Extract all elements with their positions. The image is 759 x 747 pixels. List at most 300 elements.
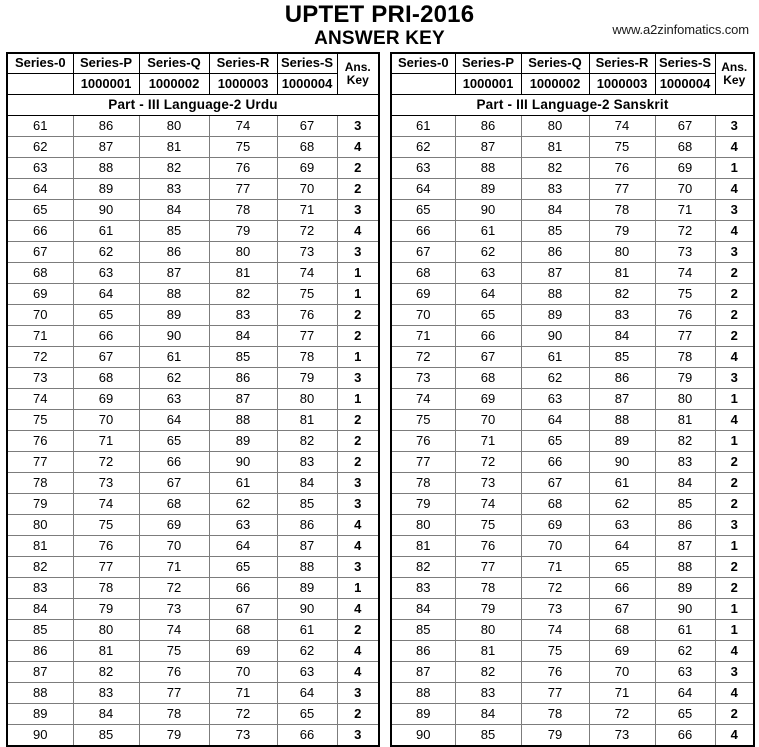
answer-cell: 3 bbox=[337, 115, 379, 136]
series-question-cell: 74 bbox=[139, 619, 209, 640]
series-question-cell: 89 bbox=[73, 178, 139, 199]
booklet-code-1000001: 1000001 bbox=[455, 73, 521, 94]
series-question-cell: 88 bbox=[139, 283, 209, 304]
series-question-cell: 81 bbox=[277, 409, 337, 430]
series-question-cell: 86 bbox=[589, 367, 655, 388]
series-question-cell: 85 bbox=[73, 724, 139, 746]
series-question-cell: 88 bbox=[209, 409, 277, 430]
series-question-cell: 89 bbox=[655, 577, 715, 598]
table-row bbox=[7, 262, 379, 283]
series-question-cell: 82 bbox=[521, 157, 589, 178]
table-row bbox=[391, 199, 754, 220]
answer-cell: 2 bbox=[715, 703, 754, 724]
series-question-cell: 70 bbox=[655, 178, 715, 199]
question-no-cell: 75 bbox=[7, 409, 73, 430]
series-question-cell: 64 bbox=[73, 283, 139, 304]
series-question-cell: 90 bbox=[589, 451, 655, 472]
table-row bbox=[7, 472, 379, 493]
question-no-cell: 76 bbox=[391, 430, 455, 451]
series-question-cell: 78 bbox=[277, 346, 337, 367]
booklet-code-empty bbox=[391, 73, 455, 94]
booklet-code-1000003: 1000003 bbox=[209, 73, 277, 94]
series-question-cell: 80 bbox=[455, 619, 521, 640]
answer-cell: 2 bbox=[715, 283, 754, 304]
table-row bbox=[391, 220, 754, 241]
series-question-cell: 85 bbox=[209, 346, 277, 367]
answer-cell: 2 bbox=[715, 262, 754, 283]
table-row bbox=[7, 724, 379, 746]
question-no-cell: 86 bbox=[391, 640, 455, 661]
table-row bbox=[391, 535, 754, 556]
question-no-cell: 88 bbox=[391, 682, 455, 703]
answer-table-panel-urdu bbox=[6, 52, 378, 747]
page-subtitle: ANSWER KEY bbox=[314, 28, 445, 49]
series-question-cell: 86 bbox=[455, 115, 521, 136]
table-row bbox=[391, 556, 754, 577]
answer-cell: 3 bbox=[337, 367, 379, 388]
series-question-cell: 63 bbox=[277, 661, 337, 682]
question-no-cell: 84 bbox=[391, 598, 455, 619]
series-question-cell: 67 bbox=[589, 598, 655, 619]
series-question-cell: 70 bbox=[73, 409, 139, 430]
answer-table-panel-sanskrit bbox=[390, 52, 753, 747]
series-question-cell: 74 bbox=[589, 115, 655, 136]
series-question-cell: 62 bbox=[521, 367, 589, 388]
series-question-cell: 90 bbox=[521, 325, 589, 346]
answer-cell: 4 bbox=[715, 409, 754, 430]
question-no-cell: 72 bbox=[391, 346, 455, 367]
series-question-cell: 90 bbox=[655, 598, 715, 619]
question-no-cell: 63 bbox=[7, 157, 73, 178]
series-question-cell: 66 bbox=[655, 724, 715, 746]
table-row bbox=[7, 451, 379, 472]
answer-cell: 1 bbox=[715, 157, 754, 178]
series-question-cell: 69 bbox=[589, 640, 655, 661]
table-row bbox=[7, 367, 379, 388]
series-question-cell: 90 bbox=[139, 325, 209, 346]
series-question-cell: 71 bbox=[589, 682, 655, 703]
series-question-cell: 62 bbox=[139, 367, 209, 388]
question-no-cell: 77 bbox=[391, 451, 455, 472]
part-label-row bbox=[391, 94, 754, 115]
answer-cell: 4 bbox=[337, 640, 379, 661]
question-no-cell: 83 bbox=[7, 577, 73, 598]
series-question-cell: 81 bbox=[139, 136, 209, 157]
question-no-cell: 90 bbox=[391, 724, 455, 746]
series-question-cell: 80 bbox=[139, 115, 209, 136]
series-question-cell: 79 bbox=[209, 220, 277, 241]
series-question-cell: 74 bbox=[655, 262, 715, 283]
series-question-cell: 77 bbox=[209, 178, 277, 199]
table-row bbox=[7, 493, 379, 514]
series-question-cell: 68 bbox=[277, 136, 337, 157]
series-question-cell: 75 bbox=[209, 136, 277, 157]
series-question-cell: 79 bbox=[455, 598, 521, 619]
series-question-cell: 68 bbox=[139, 493, 209, 514]
series-question-cell: 72 bbox=[277, 220, 337, 241]
series-question-cell: 72 bbox=[139, 577, 209, 598]
answer-cell: 2 bbox=[337, 619, 379, 640]
question-no-cell: 68 bbox=[7, 262, 73, 283]
series-question-cell: 84 bbox=[455, 703, 521, 724]
answer-cell: 4 bbox=[715, 682, 754, 703]
table-row bbox=[391, 493, 754, 514]
series-question-cell: 84 bbox=[73, 703, 139, 724]
series-question-cell: 65 bbox=[277, 703, 337, 724]
series-question-cell: 65 bbox=[589, 556, 655, 577]
question-no-cell: 66 bbox=[7, 220, 73, 241]
series-question-cell: 83 bbox=[521, 178, 589, 199]
series-question-cell: 77 bbox=[655, 325, 715, 346]
answer-cell: 4 bbox=[715, 640, 754, 661]
series-question-cell: 71 bbox=[521, 556, 589, 577]
series-question-cell: 83 bbox=[209, 304, 277, 325]
series-question-cell: 71 bbox=[655, 199, 715, 220]
answer-cell: 1 bbox=[715, 535, 754, 556]
series-question-cell: 71 bbox=[139, 556, 209, 577]
series-question-cell: 73 bbox=[139, 598, 209, 619]
table-row bbox=[7, 136, 379, 157]
series-question-cell: 87 bbox=[73, 136, 139, 157]
series-question-cell: 69 bbox=[277, 157, 337, 178]
series-question-cell: 64 bbox=[209, 535, 277, 556]
series-question-cell: 82 bbox=[139, 157, 209, 178]
column-header-series-r: Series-R bbox=[589, 53, 655, 73]
series-question-cell: 69 bbox=[455, 388, 521, 409]
answer-cell: 2 bbox=[337, 430, 379, 451]
series-question-cell: 61 bbox=[589, 472, 655, 493]
series-question-cell: 61 bbox=[209, 472, 277, 493]
answer-cell: 1 bbox=[715, 619, 754, 640]
series-question-cell: 87 bbox=[589, 388, 655, 409]
answer-cell: 4 bbox=[715, 220, 754, 241]
question-no-cell: 74 bbox=[7, 388, 73, 409]
question-no-cell: 71 bbox=[7, 325, 73, 346]
table-row bbox=[391, 409, 754, 430]
series-question-cell: 63 bbox=[73, 262, 139, 283]
series-question-cell: 89 bbox=[277, 577, 337, 598]
answer-cell: 2 bbox=[337, 451, 379, 472]
question-no-cell: 84 bbox=[7, 598, 73, 619]
series-question-cell: 73 bbox=[455, 472, 521, 493]
series-question-cell: 80 bbox=[73, 619, 139, 640]
series-question-cell: 61 bbox=[139, 346, 209, 367]
series-question-cell: 86 bbox=[139, 241, 209, 262]
series-question-cell: 83 bbox=[73, 682, 139, 703]
answer-cell: 1 bbox=[715, 388, 754, 409]
series-question-cell: 65 bbox=[209, 556, 277, 577]
series-question-cell: 87 bbox=[455, 136, 521, 157]
answer-cell: 3 bbox=[337, 199, 379, 220]
series-question-cell: 64 bbox=[455, 283, 521, 304]
table-row bbox=[391, 514, 754, 535]
answer-cell: 4 bbox=[715, 136, 754, 157]
series-question-cell: 65 bbox=[455, 304, 521, 325]
series-question-cell: 88 bbox=[455, 157, 521, 178]
page-header bbox=[0, 0, 759, 50]
answer-cell: 2 bbox=[715, 493, 754, 514]
series-question-cell: 70 bbox=[277, 178, 337, 199]
series-question-cell: 78 bbox=[589, 199, 655, 220]
table-row bbox=[7, 115, 379, 136]
series-question-cell: 76 bbox=[521, 661, 589, 682]
series-question-cell: 78 bbox=[521, 703, 589, 724]
series-question-cell: 68 bbox=[73, 367, 139, 388]
series-question-cell: 76 bbox=[73, 535, 139, 556]
series-question-cell: 70 bbox=[521, 535, 589, 556]
question-no-cell: 62 bbox=[391, 136, 455, 157]
answer-cell: 2 bbox=[715, 325, 754, 346]
series-question-cell: 73 bbox=[277, 241, 337, 262]
series-question-cell: 82 bbox=[209, 283, 277, 304]
column-header-series-p: Series-P bbox=[455, 53, 521, 73]
series-question-cell: 75 bbox=[655, 283, 715, 304]
booklet-code-1000004: 1000004 bbox=[277, 73, 337, 94]
series-question-cell: 74 bbox=[73, 493, 139, 514]
series-question-cell: 71 bbox=[455, 430, 521, 451]
question-no-cell: 77 bbox=[7, 451, 73, 472]
series-question-cell: 85 bbox=[521, 220, 589, 241]
series-question-cell: 68 bbox=[455, 367, 521, 388]
booklet-code-1000001: 1000001 bbox=[73, 73, 139, 94]
question-no-cell: 81 bbox=[391, 535, 455, 556]
answer-cell: 4 bbox=[715, 346, 754, 367]
column-header-series-r: Series-R bbox=[209, 53, 277, 73]
table-row bbox=[7, 409, 379, 430]
series-question-cell: 66 bbox=[139, 451, 209, 472]
series-question-cell: 66 bbox=[73, 325, 139, 346]
series-question-cell: 76 bbox=[589, 157, 655, 178]
question-no-cell: 82 bbox=[7, 556, 73, 577]
question-no-cell: 87 bbox=[391, 661, 455, 682]
series-question-cell: 82 bbox=[73, 661, 139, 682]
question-no-cell: 62 bbox=[7, 136, 73, 157]
booklet-code-1000003: 1000003 bbox=[589, 73, 655, 94]
series-question-cell: 62 bbox=[73, 241, 139, 262]
series-question-cell: 71 bbox=[73, 430, 139, 451]
question-no-cell: 79 bbox=[391, 493, 455, 514]
series-question-cell: 66 bbox=[455, 325, 521, 346]
answer-cell: 1 bbox=[715, 430, 754, 451]
series-question-cell: 75 bbox=[277, 283, 337, 304]
series-question-cell: 70 bbox=[139, 535, 209, 556]
series-question-cell: 86 bbox=[655, 514, 715, 535]
series-question-cell: 63 bbox=[139, 388, 209, 409]
table-row bbox=[391, 262, 754, 283]
answer-cell: 2 bbox=[715, 577, 754, 598]
question-no-cell: 81 bbox=[7, 535, 73, 556]
question-no-cell: 65 bbox=[7, 199, 73, 220]
question-no-cell: 61 bbox=[391, 115, 455, 136]
column-header-series-0: Series-0 bbox=[391, 53, 455, 73]
table-row bbox=[391, 241, 754, 262]
series-question-cell: 81 bbox=[73, 640, 139, 661]
series-question-cell: 79 bbox=[277, 367, 337, 388]
answer-cell: 3 bbox=[337, 472, 379, 493]
series-question-cell: 90 bbox=[277, 598, 337, 619]
answer-cell: 2 bbox=[337, 157, 379, 178]
part-label-row bbox=[7, 94, 379, 115]
series-question-cell: 62 bbox=[589, 493, 655, 514]
site-url-label: www.a2zinfomatics.com bbox=[612, 22, 749, 37]
table-row bbox=[391, 682, 754, 703]
column-header-series-0: Series-0 bbox=[7, 53, 73, 73]
series-question-cell: 77 bbox=[589, 178, 655, 199]
table-row bbox=[7, 241, 379, 262]
series-question-cell: 61 bbox=[521, 346, 589, 367]
series-question-cell: 62 bbox=[209, 493, 277, 514]
booklet-code-1000004: 1000004 bbox=[655, 73, 715, 94]
series-question-cell: 66 bbox=[277, 724, 337, 746]
question-no-cell: 89 bbox=[391, 703, 455, 724]
series-question-cell: 64 bbox=[655, 682, 715, 703]
question-no-cell: 70 bbox=[7, 304, 73, 325]
table-header-code-row bbox=[391, 73, 754, 94]
series-question-cell: 73 bbox=[209, 724, 277, 746]
series-question-cell: 90 bbox=[455, 199, 521, 220]
series-question-cell: 67 bbox=[277, 115, 337, 136]
series-question-cell: 84 bbox=[521, 199, 589, 220]
series-question-cell: 87 bbox=[209, 388, 277, 409]
answer-cell: 4 bbox=[715, 724, 754, 746]
series-question-cell: 76 bbox=[655, 304, 715, 325]
table-row bbox=[391, 283, 754, 304]
series-question-cell: 77 bbox=[521, 682, 589, 703]
series-question-cell: 79 bbox=[73, 598, 139, 619]
series-question-cell: 62 bbox=[455, 241, 521, 262]
series-question-cell: 69 bbox=[209, 640, 277, 661]
table-row bbox=[7, 178, 379, 199]
page-title: UPTET PRI-2016 bbox=[284, 1, 475, 28]
series-question-cell: 68 bbox=[589, 619, 655, 640]
series-question-cell: 78 bbox=[655, 346, 715, 367]
series-question-cell: 69 bbox=[521, 514, 589, 535]
table-row bbox=[391, 472, 754, 493]
series-question-cell: 64 bbox=[277, 682, 337, 703]
question-no-cell: 72 bbox=[7, 346, 73, 367]
table-row bbox=[7, 703, 379, 724]
booklet-code-empty bbox=[7, 73, 73, 94]
series-question-cell: 80 bbox=[209, 241, 277, 262]
table-row bbox=[391, 661, 754, 682]
series-question-cell: 64 bbox=[521, 409, 589, 430]
answer-cell: 3 bbox=[337, 493, 379, 514]
column-header-series-s: Series-S bbox=[277, 53, 337, 73]
series-question-cell: 88 bbox=[277, 556, 337, 577]
table-row bbox=[7, 640, 379, 661]
series-question-cell: 87 bbox=[277, 535, 337, 556]
series-question-cell: 61 bbox=[277, 619, 337, 640]
series-question-cell: 76 bbox=[277, 304, 337, 325]
table-row bbox=[7, 346, 379, 367]
table-row bbox=[7, 535, 379, 556]
series-question-cell: 73 bbox=[521, 598, 589, 619]
series-question-cell: 65 bbox=[521, 430, 589, 451]
question-no-cell: 74 bbox=[391, 388, 455, 409]
series-question-cell: 77 bbox=[277, 325, 337, 346]
series-question-cell: 66 bbox=[521, 451, 589, 472]
series-question-cell: 85 bbox=[655, 493, 715, 514]
series-question-cell: 63 bbox=[455, 262, 521, 283]
series-question-cell: 83 bbox=[655, 451, 715, 472]
table-row bbox=[391, 451, 754, 472]
series-question-cell: 75 bbox=[589, 136, 655, 157]
series-question-cell: 90 bbox=[209, 451, 277, 472]
table-row bbox=[391, 136, 754, 157]
series-question-cell: 68 bbox=[655, 136, 715, 157]
answer-cell: 1 bbox=[337, 577, 379, 598]
table-row bbox=[7, 388, 379, 409]
series-question-cell: 71 bbox=[277, 199, 337, 220]
series-question-cell: 69 bbox=[73, 388, 139, 409]
series-question-cell: 74 bbox=[455, 493, 521, 514]
series-question-cell: 84 bbox=[139, 199, 209, 220]
series-question-cell: 63 bbox=[521, 388, 589, 409]
series-question-cell: 83 bbox=[277, 451, 337, 472]
table-row bbox=[7, 283, 379, 304]
table-row bbox=[391, 325, 754, 346]
series-question-cell: 81 bbox=[209, 262, 277, 283]
question-no-cell: 83 bbox=[391, 577, 455, 598]
table-row bbox=[391, 598, 754, 619]
table-row bbox=[7, 514, 379, 535]
question-no-cell: 70 bbox=[391, 304, 455, 325]
table-header-series-row bbox=[7, 53, 379, 73]
table-row bbox=[7, 304, 379, 325]
question-no-cell: 63 bbox=[391, 157, 455, 178]
table-row bbox=[7, 556, 379, 577]
part-label: Part - III Language-2 Urdu bbox=[7, 94, 379, 115]
question-no-cell: 78 bbox=[391, 472, 455, 493]
answer-cell: 4 bbox=[337, 136, 379, 157]
table-row bbox=[7, 220, 379, 241]
series-question-cell: 68 bbox=[521, 493, 589, 514]
series-question-cell: 75 bbox=[521, 640, 589, 661]
series-question-cell: 77 bbox=[73, 556, 139, 577]
series-question-cell: 86 bbox=[521, 241, 589, 262]
series-question-cell: 79 bbox=[521, 724, 589, 746]
series-question-cell: 72 bbox=[209, 703, 277, 724]
answer-cell: 2 bbox=[715, 304, 754, 325]
question-no-cell: 86 bbox=[7, 640, 73, 661]
series-question-cell: 69 bbox=[139, 514, 209, 535]
question-no-cell: 82 bbox=[391, 556, 455, 577]
table-row bbox=[7, 577, 379, 598]
answer-cell: 2 bbox=[337, 703, 379, 724]
series-question-cell: 82 bbox=[589, 283, 655, 304]
booklet-code-1000002: 1000002 bbox=[521, 73, 589, 94]
series-question-cell: 87 bbox=[655, 535, 715, 556]
series-question-cell: 80 bbox=[589, 241, 655, 262]
table-row bbox=[391, 640, 754, 661]
series-question-cell: 62 bbox=[277, 640, 337, 661]
series-question-cell: 64 bbox=[139, 409, 209, 430]
series-question-cell: 81 bbox=[521, 136, 589, 157]
series-question-cell: 85 bbox=[589, 346, 655, 367]
series-question-cell: 69 bbox=[655, 157, 715, 178]
answer-cell: 3 bbox=[337, 241, 379, 262]
series-question-cell: 67 bbox=[209, 598, 277, 619]
series-question-cell: 89 bbox=[589, 430, 655, 451]
series-question-cell: 65 bbox=[655, 703, 715, 724]
series-question-cell: 80 bbox=[277, 388, 337, 409]
series-question-cell: 89 bbox=[209, 430, 277, 451]
table-row bbox=[391, 304, 754, 325]
part-label: Part - III Language-2 Sanskrit bbox=[391, 94, 754, 115]
booklet-code-1000002: 1000002 bbox=[139, 73, 209, 94]
series-question-cell: 87 bbox=[521, 262, 589, 283]
series-question-cell: 89 bbox=[139, 304, 209, 325]
